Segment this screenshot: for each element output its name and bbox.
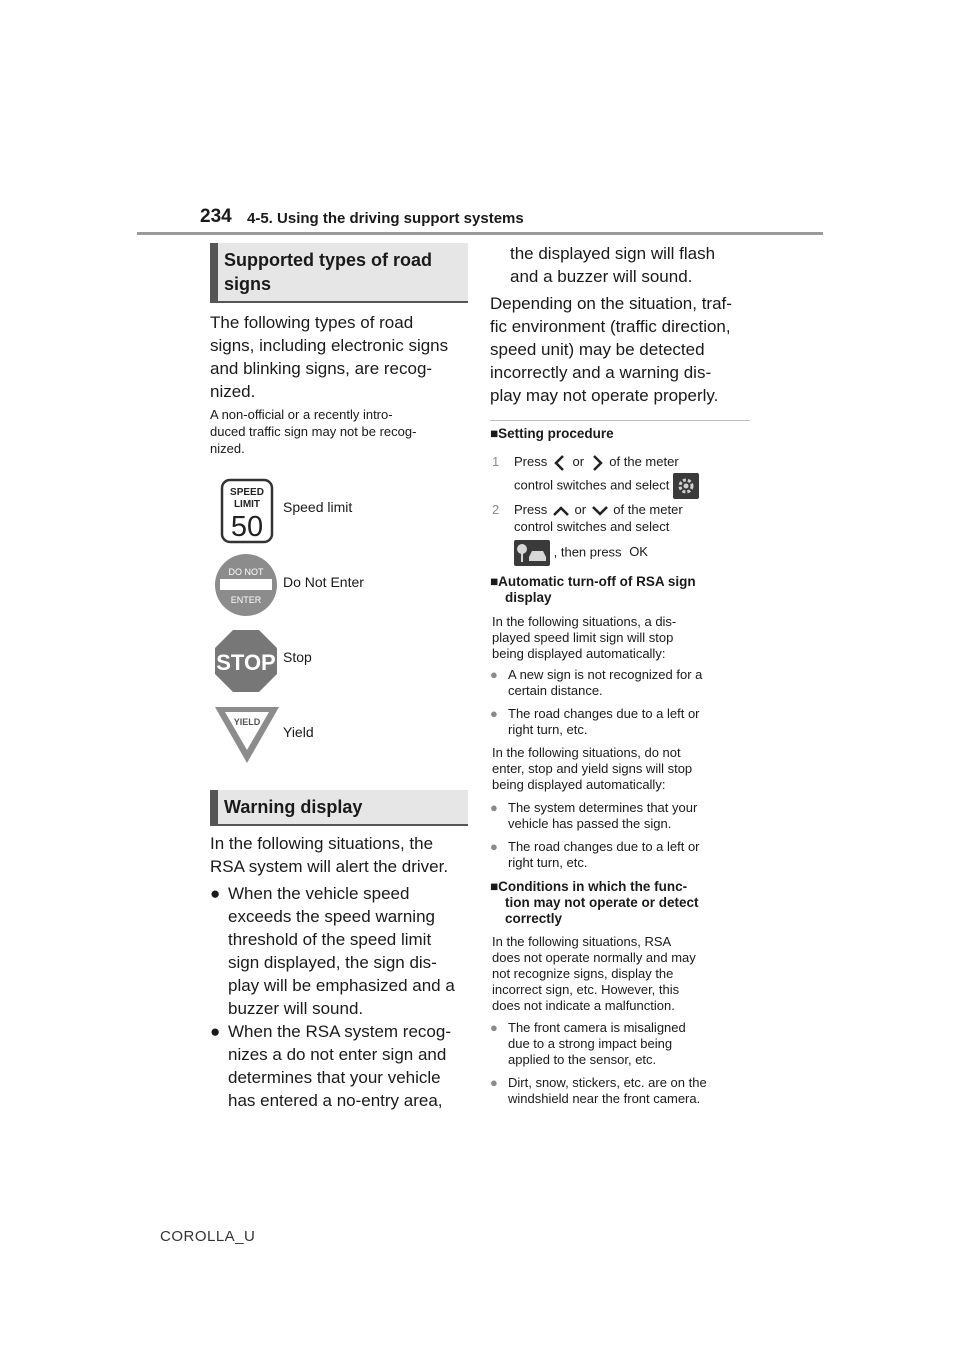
warning-bullet: ● When the vehicle speed exceeds the speed warning threshold of the speed limit sign displayed, the sign dis- play will be emphasized and a buzzer will sound. [210,884,455,1018]
speed-limit-sign-icon [220,478,274,544]
left-arrow-icon [551,453,569,473]
auto-bullet: ● The road changes due to a left or right turn, etc. [490,706,700,737]
auto-turn-off-title: ■Automatic turn-off of RSA sign display [490,574,696,605]
road-sign-assist-icon [514,540,550,566]
sign-label-stop: Stop [283,649,312,665]
down-arrow-icon [590,504,610,518]
square-bullet-icon: ■ [490,574,499,589]
do-not-enter-sign-icon [214,553,278,617]
svg-text:SPEED: SPEED [230,487,264,498]
heading-supported-signs: Supported types of road signs [210,243,468,303]
intro-paragraph: The following types of road signs, including electronic signs and blinking signs, are recog- nized. [210,313,449,401]
depending-paragraph: Depending on the situation, traf- fic environment (traffic direction, speed unit) may be detected incorrectly and a warning dis- play may not operate properly. [490,294,732,405]
bullet-icon: ● [490,800,498,815]
bullet-continuation: the displayed sign will flash and a buzzer will sound. [510,244,716,286]
step-1: 1 Press or of the meter control switches and select [492,451,757,499]
bullet-icon: ● [490,667,498,682]
setting-procedure-title: ■Setting procedure [490,426,614,441]
ok-button-label: OK [629,544,648,560]
auto-intro: In the following situations, a dis- played speed limit sign will stop being displayed automatically: [492,614,677,661]
square-bullet-icon: ■ [490,426,499,441]
sign-label-speed-limit: Speed limit [283,499,353,515]
note-paragraph: A non-official or a recently intro- duced traffic sign may not be recog- nized. [210,407,417,456]
svg-text:YIELD: YIELD [233,717,261,727]
warning-intro: In the following situations, the RSA system will alert the driver. [210,834,449,876]
auto-intro-2: In the following situations, do not enter, stop and yield signs will stop being displayed automatically: [492,745,693,792]
auto-bullet: ● A new sign is not recognized for a certain distance. [490,667,703,698]
conditions-title: ■Conditions in which the func- tion may not operate or detect correctly [490,879,699,926]
bullet-icon: ● [490,1075,498,1090]
svg-text:DO NOT: DO NOT [228,567,264,577]
auto-bullet: ● The road changes due to a left or right turn, etc. [490,839,700,870]
svg-text:STOP: STOP [216,650,276,675]
bullet-icon: ● [490,839,498,854]
svg-text:ENTER: ENTER [230,595,262,605]
square-bullet-icon: ■ [490,879,499,894]
sign-label-do-not-enter: Do Not Enter [283,574,364,590]
header-rule [137,232,823,235]
stop-sign-icon [214,629,278,693]
conditions-bullet: ● The front camera is misaligned due to a strong impact being applied to the sensor, etc. [490,1020,686,1067]
step-number: 1 [492,454,500,469]
yield-sign-icon [213,705,281,765]
conditions-intro: In the following situations, RSA does not operate normally and may not recognize signs, display the incorrect sign, etc. However, this does not indicate a malfunction. [492,934,696,1013]
bullet-icon: ● [490,706,498,721]
heading-warning-display: Warning display [210,790,468,826]
svg-text:50: 50 [230,511,264,543]
sign-label-yield: Yield [283,724,314,740]
right-arrow-icon [588,453,606,473]
step-2: 2 Press or of the meter control switches and select , then press OK [492,502,757,566]
gear-settings-icon [673,473,699,499]
step-number: 2 [492,502,500,517]
svg-text:LIMIT: LIMIT [233,499,261,510]
page-number: 234 [200,206,232,227]
bullet-icon: ● [210,1022,221,1041]
divider [490,420,750,421]
footer-model: COROLLA_U [160,1228,256,1245]
conditions-bullet: ● Dirt, snow, stickers, etc. are on the windshield near the front camera. [490,1075,707,1106]
warning-bullet: ● When the RSA system recog- nizes a do not enter sign and determines that your vehicle has entered a no-entry area, [210,1022,451,1110]
bullet-icon: ● [210,884,221,903]
up-arrow-icon [551,504,571,518]
bullet-icon: ● [490,1020,498,1035]
section-title: 4-5. Using the driving support systems [247,210,524,227]
auto-bullet: ● The system determines that your vehicle has passed the sign. [490,800,698,831]
